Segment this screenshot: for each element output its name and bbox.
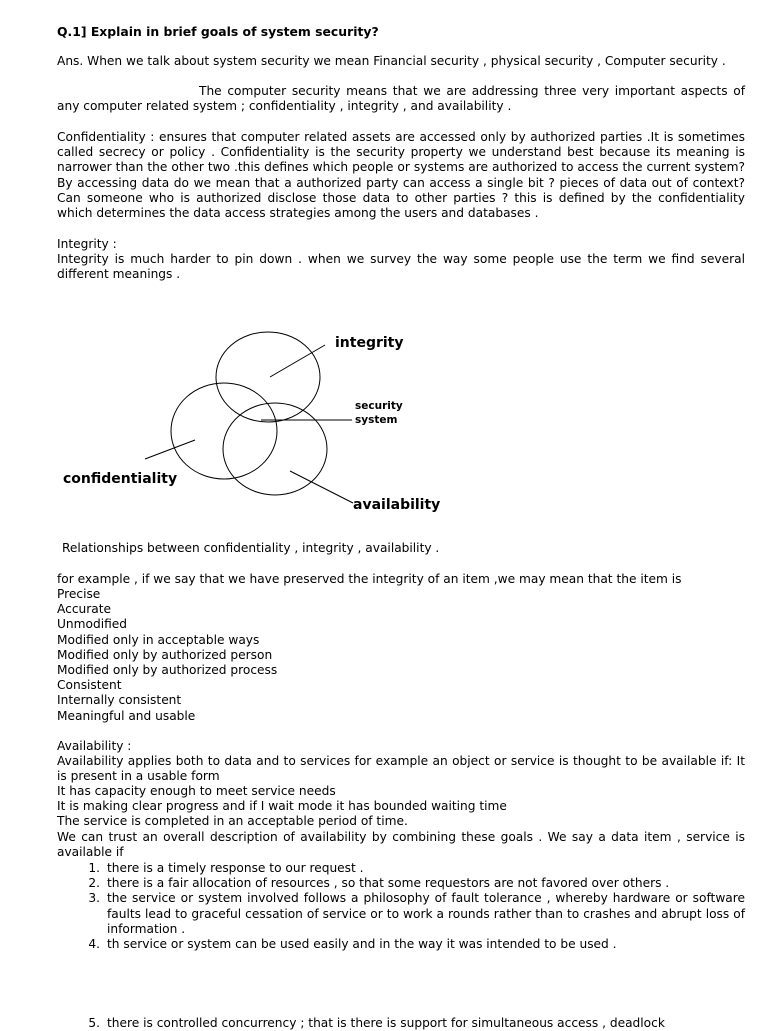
confidentiality-pointer-line [145,440,195,459]
list-number: 2. [88,876,100,891]
integrity-heading: Integrity : [57,237,117,251]
list-item: The service is completed in an acceptable period of time. [57,814,408,829]
diagram-caption: Relationships between confidentiality , integrity , availability . [62,541,440,555]
list-text: th service or system can be used easily and in the way it was intended to be used . [107,937,617,952]
security-label-line2: system [355,414,398,426]
list-number: 3. [88,891,100,906]
availability-pointer-line [290,471,353,503]
numbered-list-item [57,876,745,891]
list-number: 5. [88,1016,100,1030]
list-item: Unmodified [57,617,128,632]
list-number: 1. [88,861,100,875]
list-item: It has capacity enough to meet service needs [57,784,336,798]
list-item: Modified only in acceptable ways [57,632,260,647]
list-text: the service or system involved follows a philosophy of fault tolerance , whereby hardware or software faults lead to graceful cessation of service or to work a rounds rather than to crashes and abrupt loss of information . [107,891,745,936]
numbered-list-item [57,937,745,952]
confidentiality-paragraph: Confidentiality : ensures that computer related assets are accessed only by authorized parties .It is sometimes called secrecy or policy . Confidentiality is the security property we understand best because its meaning is narrower than the other two .this defines which people or systems are authorized to access the current system? By accessing data do we mean that a authorized party can access a single bit ? pieces of data out of context? Can someone who is authorized disclose those data to other parties ? this is defined by the confidentiality which determines the data access strategies among the users and databases . [57,130,745,221]
availability-heading: Availability : [57,739,132,753]
answer-paragraph-2: The computer security means that we are addressing three very important aspects of any computer related system ; confidentiality , integrity , and availability . [57,84,745,114]
integrity-list [57,587,745,724]
list-number: 4. [88,937,100,952]
availability-label: availability [353,497,441,513]
integrity-paragraph: Integrity is much harder to pin down . when we survey the way some people use the term we find several different meanings . [57,252,745,282]
list-text: there is a fair allocation of resources , so that some requestors are not favored over others . [107,876,670,891]
list-item: Modified only by authorized person [57,647,273,662]
list-item: Modified only by authorized process [57,663,278,678]
availability-paragraph: Availability applies both to data and to services for example an object or service is thought to be available if: It is present in a usable form [57,754,745,784]
availability-numbered-list [57,861,745,952]
confidentiality-circle [171,383,277,479]
question-heading: Q.1] Explain in brief goals of system security? [57,24,379,39]
list-item: Consistent [57,678,122,693]
list-text: there is a timely response to our request . [107,861,364,875]
security-venn-diagram [57,325,477,525]
list-item: Precise [57,587,101,601]
list-item: Meaningful and usable [57,708,196,723]
numbered-list-item [57,861,745,876]
integrity-label: integrity [335,335,404,351]
list-item: Accurate [57,602,112,617]
example-intro: for example , if we say that we have preserved the integrity of an item ,we may mean that the item is [57,572,682,586]
confidentiality-label: confidentiality [63,471,178,487]
list-item: Internally consistent [57,693,182,708]
availability-lines [57,784,745,830]
list-text: there is controlled concurrency ; that is there is support for simultaneous access , deadlock [107,1016,665,1030]
integrity-circle [216,332,320,422]
security-label-line1: security [355,400,403,412]
list-item: It is making clear progress and if I wait mode it has bounded waiting time [57,799,507,814]
numbered-list-item [57,891,745,937]
availability-summary: We can trust an overall description of availability by combining these goals . We say a data item , service is available if [57,830,745,860]
answer-intro: Ans. When we talk about system security we mean Financial security , physical security , Computer security . [57,54,726,68]
